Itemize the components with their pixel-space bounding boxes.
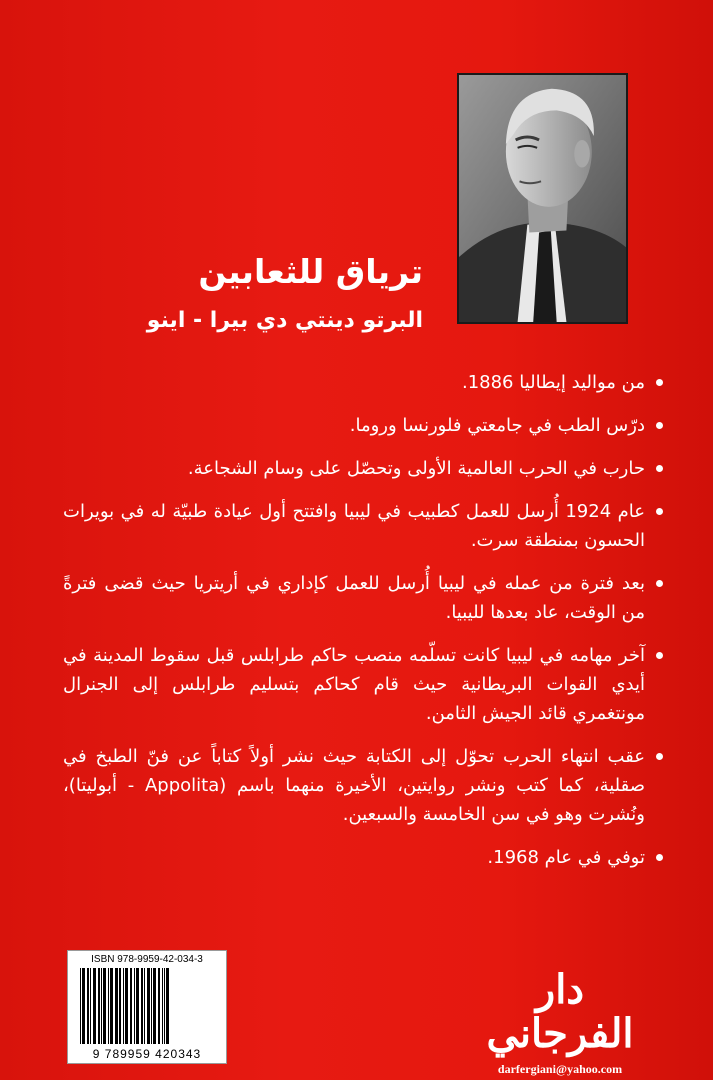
barcode-bar <box>153 968 156 1044</box>
barcode-bar <box>151 968 152 1044</box>
book-title: ترياق للثعابين <box>198 252 423 291</box>
bio-item-text: حارب في الحرب العالمية الأولى وتحصّل على وسام الشجاعة. <box>187 458 645 479</box>
barcode-bar <box>158 968 160 1044</box>
barcode-bar <box>136 968 139 1044</box>
barcode-bar <box>90 968 91 1044</box>
barcode-bar <box>162 968 163 1044</box>
bio-item <box>63 411 663 440</box>
bio-item <box>63 497 663 555</box>
bio-item <box>63 742 663 829</box>
bullet-icon <box>656 422 663 429</box>
barcode-bar <box>125 968 128 1044</box>
bio-item-text: عقب انتهاء الحرب تحوّل إلى الكتابة حيث نشر أولاً كتاباً عن فنّ الطبخ في صقلية، كما كتب ونشر روايتين، الأخيرة منهما باسم (Appolita - أبوليتا)، ونُشرت وهو في سن الخامسة والسبعين. <box>63 746 645 825</box>
barcode-bar <box>103 968 106 1044</box>
author-portrait-illustration <box>459 75 626 322</box>
barcode-bar <box>119 968 121 1044</box>
bullet-icon <box>656 465 663 472</box>
barcode-bar <box>147 968 150 1044</box>
bullet-icon <box>656 508 663 515</box>
publisher-email: darfergiani@yahoo.com <box>497 1062 623 1076</box>
publisher-logo: دار الفرجاني <box>486 966 634 1057</box>
barcode-bar <box>166 968 169 1044</box>
barcode-bar <box>123 968 124 1044</box>
bio-item <box>63 569 663 627</box>
bullet-icon <box>656 753 663 760</box>
barcode-bar <box>87 968 89 1044</box>
barcode-bar <box>93 968 96 1044</box>
book-author: البرتو دينتي دي بيرا - اينو <box>146 308 423 333</box>
isbn-label: ISBN 978-9959-42-034-3 <box>91 954 203 965</box>
author-biography <box>63 368 663 886</box>
bio-item-text: عام 1924 أُرسل للعمل كطبيب في ليبيا وافتتح أول عيادة طبيّة له في بويرات الحسون بمنطقة سرت. <box>63 501 645 551</box>
publisher-block <box>470 960 650 1076</box>
bullet-icon <box>656 854 663 861</box>
barcode-bar <box>108 968 109 1044</box>
bullet-icon <box>656 652 663 659</box>
bio-item <box>63 641 663 728</box>
barcode-bar <box>110 968 113 1044</box>
author-portrait-photo <box>457 73 628 324</box>
barcode-bar <box>141 968 143 1044</box>
barcode-bar <box>101 968 102 1044</box>
bio-item-text: بعد فترة من عمله في ليبيا أُرسل للعمل كإداري في أريتريا حيث قضى فترةً من الوقت، عاد بعدها لليبيا. <box>63 573 645 623</box>
bullet-icon <box>656 379 663 386</box>
bio-item-text: درّس الطب في جامعتي فلورنسا وروما. <box>349 415 645 436</box>
barcode-bar <box>98 968 100 1044</box>
bio-item <box>63 368 663 397</box>
bio-item <box>63 454 663 483</box>
bio-item-text: توفي في عام 1968. <box>487 847 645 868</box>
barcode-number: 9 789959 420343 <box>92 1047 202 1061</box>
bio-item-text: آخر مهامه في ليبيا كانت تسلّمه منصب حاكم طرابلس قبل سقوط المدينة في أيدي القوات البريطانية حيث قام كحاكم بتسليم طرابلس إلى الجنرال مونتغمري قائد الجيش الثامن. <box>63 645 645 724</box>
barcode-bar <box>115 968 118 1044</box>
barcode-bars <box>78 968 218 1044</box>
isbn-barcode <box>67 950 227 1064</box>
barcode-bar <box>82 968 85 1044</box>
bullet-icon <box>656 580 663 587</box>
barcode-bar <box>144 968 145 1044</box>
barcode-bar <box>80 968 81 1044</box>
barcode-bar <box>164 968 165 1044</box>
barcode-bar <box>134 968 135 1044</box>
bio-item <box>63 843 663 872</box>
bio-item-text: من مواليد إيطاليا 1886. <box>461 372 645 393</box>
barcode-bar <box>130 968 132 1044</box>
